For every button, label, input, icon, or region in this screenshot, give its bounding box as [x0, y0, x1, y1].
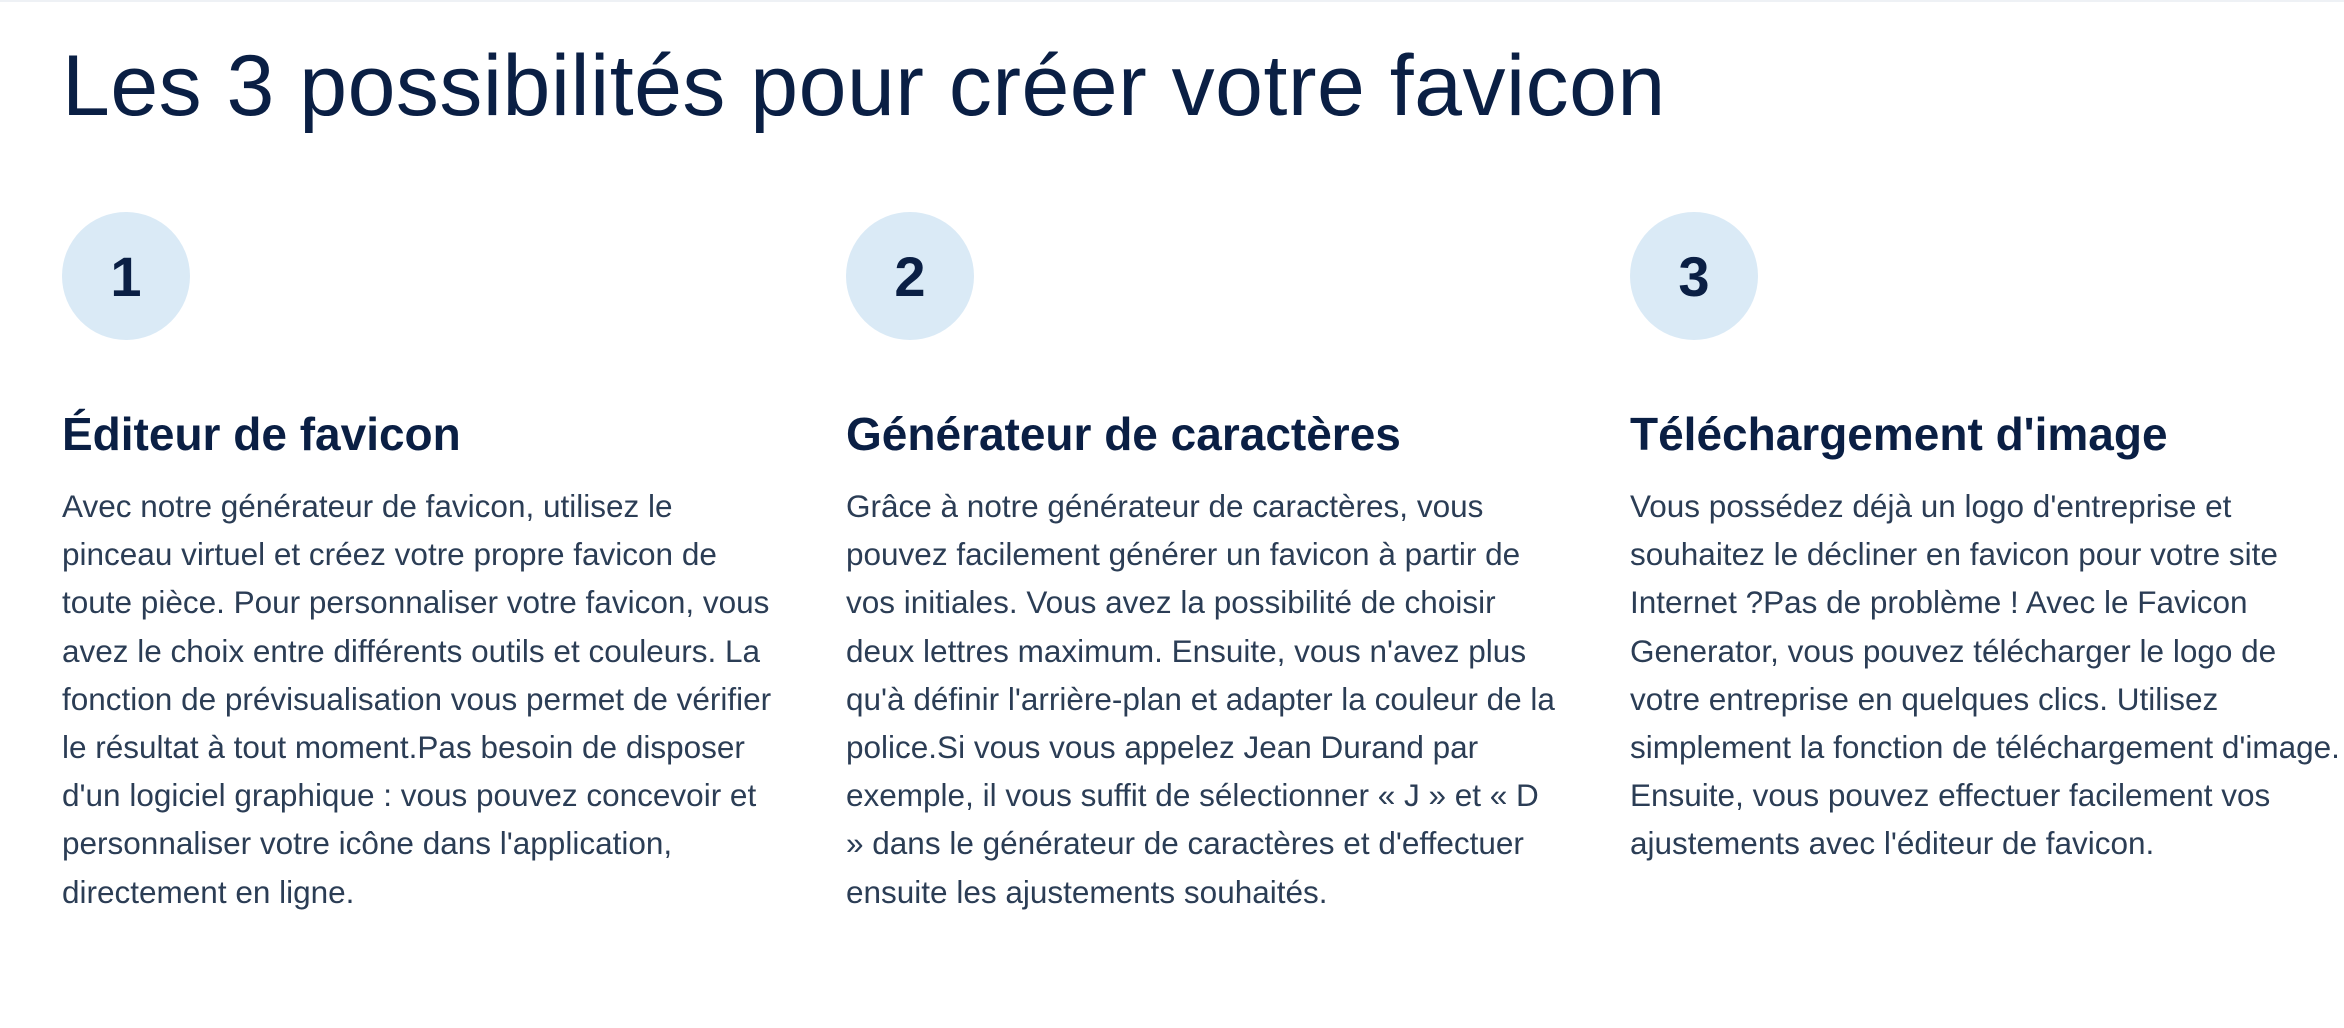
top-divider — [0, 0, 2344, 2]
step-number-badge: 3 — [1630, 212, 1758, 340]
page-title: Les 3 possibilités pour créer votre favicon — [62, 38, 1666, 134]
option-card-character-generator — [846, 212, 1566, 916]
option-description: Avec notre générateur de favicon, utilisez le pinceau virtuel et créez votre propre favicon de toute pièce. Pour personnaliser votre favicon, vous avez le choix entre différents outils et couleurs. La fonction de prévisualisation vous permet de vérifier le résultat à tout moment.Pas besoin de disposer d'un logiciel graphique : vous pouvez concevoir et personnaliser votre icône dans l'application, directement en ligne. — [62, 488, 772, 910]
option-card-image-upload — [1630, 212, 2344, 868]
step-number-badge: 2 — [846, 212, 974, 340]
option-title: Générateur de caractères — [846, 408, 1401, 460]
option-title: Éditeur de favicon — [62, 408, 461, 460]
option-title: Téléchargement d'image — [1630, 408, 2168, 460]
option-card-editor — [62, 212, 782, 916]
step-number-badge: 1 — [62, 212, 190, 340]
options-grid — [62, 212, 2340, 992]
option-description: Grâce à notre générateur de caractères, vous pouvez facilement générer un favicon à partir de vos initiales. Vous avez la possibilité de choisir deux lettres maximum. Ensuite, vous n'avez plus qu'à définir l'arrière-plan et adapter la couleur de la police.Si vous vous appelez Jean Durand par exemple, il vous suffit de sélectionner « J » et « D » dans le générateur de caractères et d'effectuer ensuite les ajustements souhaités. — [846, 488, 1555, 910]
option-description: Vous possédez déjà un logo d'entreprise et souhaitez le décliner en favicon pour votre site Internet ?Pas de problème ! Avec le Favicon Generator, vous pouvez télécharger le logo de votre entreprise en quelques clics. Utilisez simplement la fonction de téléchargement d'image. Ensuite, vous pouvez effectuer facilement vos ajustements avec l'éditeur de favicon. — [1630, 488, 2340, 862]
